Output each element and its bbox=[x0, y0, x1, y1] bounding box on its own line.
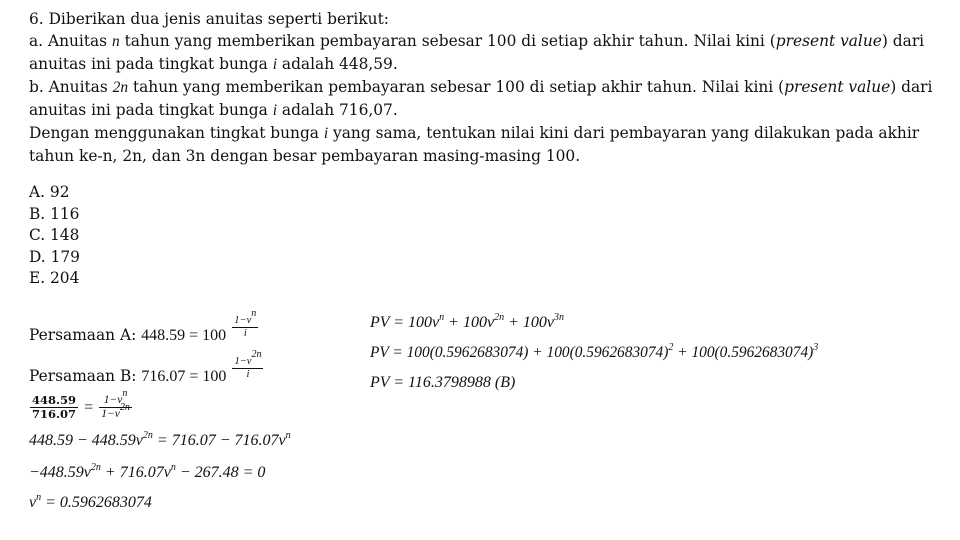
pv-line-3: PV = 116.3798988 (B) bbox=[370, 374, 516, 391]
option-b: B. 116 bbox=[29, 204, 80, 223]
equation-a: Persamaan A: 448.59 = 100 $\frac{1-v^n}{i}$ bbox=[29, 308, 257, 344]
fraction: $\frac{448.59}{716.07}$ bbox=[32, 393, 77, 421]
work-line-4: $448.59 - 448.59v^{2n} = 716.07 - 716.07v^n$ bbox=[29, 430, 291, 449]
present-value-term: present value bbox=[775, 32, 882, 50]
option-e: E. 204 bbox=[29, 269, 80, 288]
variable-2n: 2n bbox=[112, 79, 129, 96]
question-line-6: Dengan menggunakan tingkat bunga i yang sama, tentukan nilai kini dari pembayaran yang dilakukan pada akhir bbox=[29, 124, 920, 142]
equation-b: Persamaan B: 716.07 = 100 $\frac{1-v^{2n}}{i}$ bbox=[29, 349, 262, 385]
option-a: A. 92 bbox=[29, 183, 70, 201]
pv-line-1: PV = $100v^n + 100v^{2n} + 100v^{3n}$ bbox=[370, 312, 564, 331]
variable-n: n bbox=[111, 33, 120, 50]
present-value-term: present value bbox=[784, 78, 891, 96]
answer-options bbox=[29, 182, 80, 290]
fraction: $\frac{1-v^n}{1-v^{2n}}$ bbox=[101, 388, 130, 420]
question-text bbox=[29, 8, 949, 167]
pv-line-2: PV = $100(0.5962683074) + 100(0.5962683074)^2 + 100(0.5962683074)^3$ bbox=[370, 342, 819, 361]
option-d: D. 179 bbox=[29, 247, 80, 266]
ratio-equation: $\frac{448.59}{716.07}$ = $\frac{1-v^n}{1-v^{2n}}$ bbox=[32, 388, 130, 421]
variable-i: i bbox=[272, 56, 277, 73]
work-line-5: $-448.59v^{2n} + 716.07v^n - 267.48 = 0$ bbox=[29, 462, 266, 481]
question-line-3: anuitas ini pada tingkat bunga i adalah 448,59. bbox=[29, 55, 398, 73]
option-c: C. 148 bbox=[29, 226, 80, 245]
variable-i: i bbox=[323, 125, 329, 142]
question-line-4: b. Anuitas 2n tahun yang memberikan pembayaran sebesar 100 di setiap akhir tahun. Nilai kini (present value) dari bbox=[29, 78, 933, 96]
fraction: $\frac{1-v^n}{i}$ bbox=[234, 308, 257, 339]
fraction: $\frac{1-v^{2n}}{i}$ bbox=[234, 349, 262, 380]
question-line-7: tahun ke-n, 2n, dan 3n dengan besar pembayaran masing-masing 100. bbox=[29, 147, 581, 165]
work-line-6: $v^n = 0.5962683074$ bbox=[29, 492, 152, 511]
question-line-1: 6. Diberikan dua jenis anuitas seperti berikut: bbox=[29, 10, 389, 28]
question-line-5: anuitas ini pada tingkat bunga i adalah 716,07. bbox=[29, 101, 398, 119]
variable-i: i bbox=[272, 102, 277, 119]
question-line-2: a. Anuitas n tahun yang memberikan pembayaran sebesar 100 di setiap akhir tahun. Nilai kini (present value) dari bbox=[29, 32, 925, 50]
